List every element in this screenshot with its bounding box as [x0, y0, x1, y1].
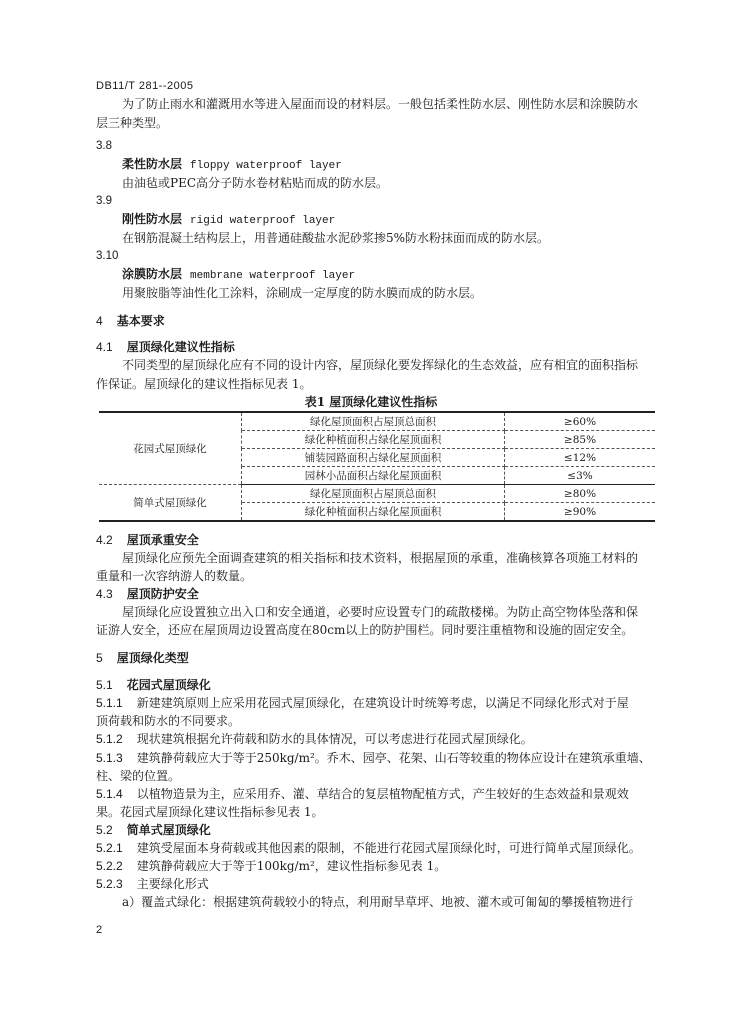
- subsection-heading: [96, 532, 199, 549]
- table-item: 绿化种植面积占绿化屋顶面积: [242, 431, 505, 449]
- section-title: 屋顶绿化类型: [116, 651, 189, 665]
- paragraph-line: 屋顶绿化应预先全面调查建筑的相关指标和技术资料，根据屋顶的承重，准确核算各项施工材料的: [122, 551, 639, 565]
- term-number: 3.10: [96, 250, 119, 262]
- intro-line-1: 为了防止雨水和灌溉用水等进入屋面而设的材料层。一般包括柔性防水层、刚性防水层和涂膜防水: [122, 97, 639, 111]
- table-value: ≥85%: [505, 431, 656, 449]
- subsection-title: 屋顶防护安全: [126, 587, 199, 601]
- paragraph-line: 顶荷载和防水的不同要求。: [96, 714, 241, 728]
- list-item: a）覆盖式绿化：根据建筑荷载较小的特点，利用耐旱草坪、地被、灌木或可匍匐的攀援植物进行: [122, 895, 634, 909]
- table-value: ≥90%: [563, 505, 597, 518]
- subsection-heading: [96, 822, 211, 839]
- clause-number: 5.1.3: [96, 751, 123, 765]
- subsection-heading: [96, 677, 211, 694]
- term-cn: 涂膜防水层: [122, 267, 183, 281]
- term-en: rigid waterproof layer: [190, 215, 336, 227]
- term-definition: 由油毡或PEC高分子防水卷材粘贴而成的防水层。: [122, 176, 389, 190]
- clause-line: [96, 786, 629, 803]
- term-en: floppy waterproof layer: [190, 160, 342, 172]
- term-cn: 柔性防水层: [122, 157, 183, 171]
- table-category: 简单式屋顶绿化: [99, 485, 242, 522]
- clause-number: 5.2.3: [96, 877, 123, 891]
- clause-text: 建筑受屋面本身荷载或其他因素的限制，不能进行花园式屋顶绿化时，可进行简单式屋顶绿化。: [136, 841, 641, 855]
- table-value: ≤3%: [505, 467, 656, 485]
- subsection-heading: [96, 339, 235, 356]
- table-row: [99, 485, 655, 503]
- subsection-number: 5.2: [96, 823, 113, 837]
- subsection-heading: [96, 586, 199, 603]
- clause-line: [96, 858, 446, 875]
- subsection-title: 花园式屋顶绿化: [126, 678, 211, 692]
- intro-line-2: 层三种类型。: [96, 116, 169, 130]
- section-heading: [96, 650, 189, 667]
- clause-number: 5.2.2: [96, 859, 123, 873]
- paragraph-line: 作保证。屋顶绿化的建议性指标见表 1。: [96, 377, 312, 391]
- clause-text: 新建建筑原则上应采用花园式屋顶绿化，在建筑设计时统筹考虑，以满足不同绿化形式对于屋: [136, 696, 629, 710]
- table-value: ≤12%: [505, 449, 656, 467]
- clause-text: 建筑静荷载应大于等于100kg/m²，建议性指标参见表 1。: [136, 859, 447, 873]
- section-title: 基本要求: [116, 314, 165, 328]
- table-value: ≥60%: [505, 412, 656, 431]
- term-heading: [122, 211, 335, 230]
- table-row: [99, 412, 655, 431]
- table-category: 花园式屋顶绿化: [99, 412, 242, 485]
- page-number: 2: [96, 924, 103, 936]
- standard-code: DB11/T 281--2005: [96, 80, 194, 92]
- term-definition: 用聚胺脂等油性化工涂料，涂刷成一定厚度的防水膜而成的防水层。: [122, 286, 483, 300]
- clause-number: 5.1.1: [96, 696, 123, 710]
- subsection-number: 4.1: [96, 340, 113, 354]
- term-number: 3.9: [96, 195, 112, 207]
- subsection-title: 简单式屋顶绿化: [126, 823, 211, 837]
- term-heading: [122, 156, 342, 175]
- section-number: 5: [96, 651, 103, 665]
- clause-number: 5.1.2: [96, 732, 123, 746]
- paragraph-line: 不同类型的屋顶绿化应有不同的设计内容，屋顶绿化要发挥绿化的生态效益，应有相宜的面积指标: [122, 358, 639, 372]
- section-number: 4: [96, 314, 103, 328]
- clause-line: [96, 695, 629, 712]
- table-item: 绿化屋顶面积占屋顶总面积: [242, 485, 505, 503]
- table-caption: 表1 屋顶绿化建议性指标: [304, 395, 438, 409]
- term-cn: 刚性防水层: [122, 212, 183, 226]
- table-item: 铺装园路面积占绿化屋顶面积: [242, 449, 505, 467]
- table-item: 绿化屋顶面积占屋顶总面积: [242, 412, 505, 431]
- clause-number: 5.1.4: [96, 787, 123, 801]
- clause-line: [96, 750, 651, 767]
- term-heading: [122, 266, 355, 285]
- table-value: ≥80%: [505, 485, 656, 503]
- subsection-title: 屋顶绿化建议性指标: [126, 340, 235, 354]
- section-heading: [96, 313, 165, 330]
- paragraph-line: 柱、梁的位置。: [96, 769, 181, 783]
- paragraph-line: 果。花园式屋顶绿化建议性指标参见表 1。: [96, 805, 324, 819]
- subsection-number: 5.1: [96, 678, 113, 692]
- paragraph-line: 重量和一次容纳游人的数量。: [96, 569, 253, 583]
- clause-text: 以植物造景为主，应采用乔、灌、草结合的复层植物配植方式，产生较好的生态效益和景观效: [136, 787, 629, 801]
- table-item: 绿化种植面积占绿化屋顶面积: [242, 503, 505, 522]
- paragraph-line: 屋顶绿化应设置独立出入口和安全通道，必要时应设置专门的疏散楼梯。为防止高空物体坠落和保: [122, 605, 639, 619]
- subsection-title: 屋顶承重安全: [126, 533, 199, 547]
- term-en: membrane waterproof layer: [190, 270, 356, 282]
- indicator-table: [99, 411, 655, 522]
- term-number: 3.8: [96, 140, 112, 152]
- clause-line: [96, 876, 209, 893]
- clause-line: [96, 840, 641, 857]
- paragraph-line: 证游人安全，还应在屋顶周边设置高度在80cm以上的防护围栏。同时要注重植物和设施的固定安全。: [96, 623, 634, 637]
- clause-number: 5.2.1: [96, 841, 123, 855]
- clause-text: 现状建筑根据允许荷载和防水的具体情况，可以考虑进行花园式屋顶绿化。: [136, 732, 533, 746]
- clause-line: [96, 731, 533, 748]
- subsection-number: 4.3: [96, 587, 113, 601]
- term-definition: 在钢筋混凝土结构层上，用普通硅酸盐水泥砂浆掺5%防水粉抹面而成的防水层。: [122, 231, 550, 245]
- subsection-number: 4.2: [96, 533, 113, 547]
- clause-text: 主要绿化形式: [136, 877, 209, 891]
- clause-text: 建筑静荷载应大于等于250kg/m²。乔木、园亭、花架、山石等较重的物体应设计在建筑承重墙、: [136, 751, 651, 765]
- table-item: 园林小品面积占绿化屋顶面积: [242, 467, 505, 485]
